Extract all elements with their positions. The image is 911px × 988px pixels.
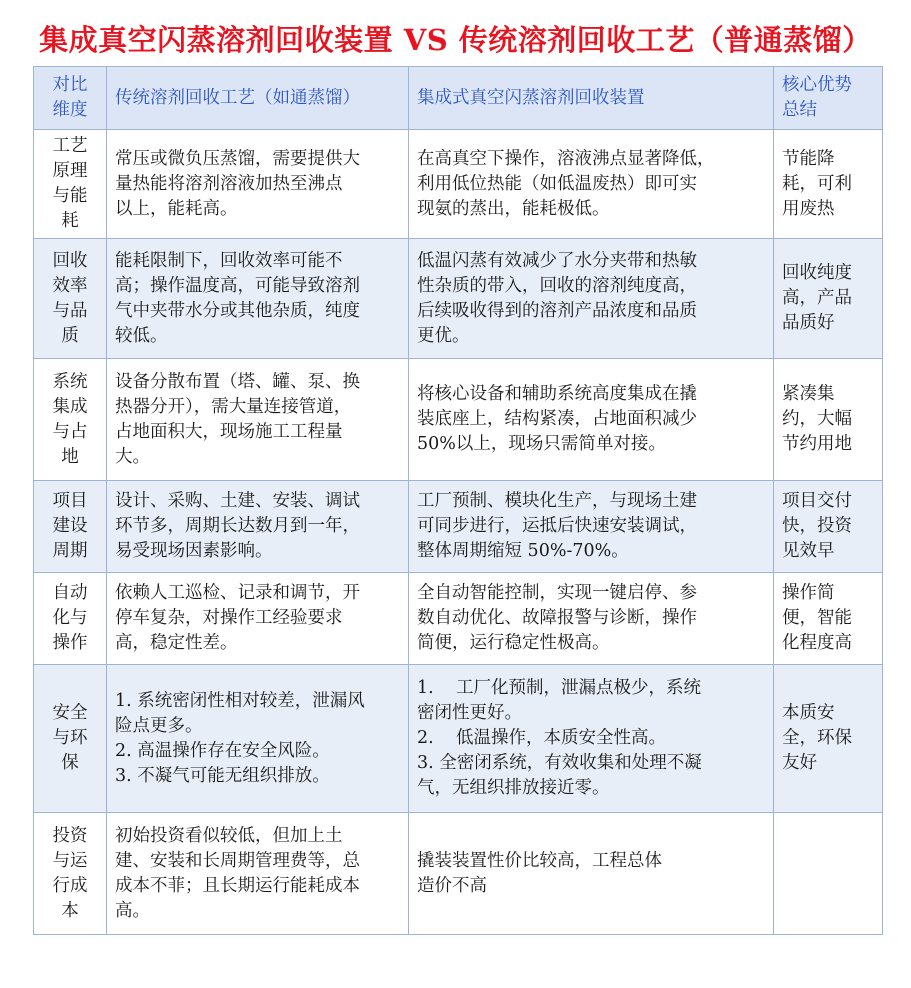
cell-dimension-line: 建设 [52,516,88,536]
cell-integrated-line: 撬装装置性价比较高，工程总体 [417,850,662,871]
cell-traditional-line: 建、安装和长周期管理费等，总 [115,850,360,871]
cell-summary-line: 本质安 [782,703,835,723]
cell-integrated-line: 现氨的蒸出，能耗极低。 [417,198,610,219]
cell-traditional [107,130,409,239]
cell-summary-line: 便，智能 [782,608,852,628]
cell-dimension-line: 集成 [52,396,88,417]
cell-summary-line: 紧凑集 [782,384,835,404]
table-row [34,813,883,935]
cell-integrated-line: 低温闪蒸有效减少了水分夹带和热敏 [417,250,697,271]
cell-traditional-line: 环节多，周期长达数月到一年， [115,516,360,536]
cell-integrated-line: 可同步进行，运抵后快速安装调试， [417,516,697,536]
cell-summary [774,359,883,481]
cell-integrated-line: 将核心设备和辅助系统高度集成在撬 [417,384,697,404]
cell-dimension-line: 行成 [52,875,88,896]
cell-traditional-line: 高；操作温度高，可能导致溶剂 [115,275,360,296]
cell-traditional-line: 险点更多。 [115,715,203,736]
cell-dimension-line: 工艺 [52,136,88,156]
cell-summary-line: 品质好 [782,313,835,333]
cell-traditional-line: 设计、采购、土建、安装、调试 [115,491,360,511]
cell-integrated-line: 全自动智能控制，实现一键启停、参 [417,583,697,603]
cell-summary [774,481,883,573]
cell-dimension [34,130,107,239]
cell-dimension-line: 质 [61,325,79,346]
cell-traditional-line: 常压或微负压蒸馏，需要提供大 [115,148,360,169]
cell-integrated-line: 利用低位热能（如低温废热）即可实 [417,173,697,194]
header-dimension: 对比 维度 [34,67,107,130]
cell-traditional-line: 大。 [115,446,150,467]
cell-dimension-line: 项目 [52,491,88,511]
cell-integrated-line: 在高真空下操作，溶液沸点显著降低， [417,148,715,169]
cell-dimension-line: 周期 [52,541,88,561]
cell-traditional-line: 停车复杂，对操作工经验要求 [115,608,343,628]
table-row [34,130,883,239]
cell-traditional-line: 能耗限制下，回收效率可能不 [115,250,343,271]
cell-integrated-line: 装底座上，结构紧凑，占地面积减少 [417,409,697,429]
cell-traditional-line: 较低。 [115,325,168,346]
cell-summary-line: 快，投资 [782,516,852,536]
cell-traditional-line: 热器分开），需大量连接管道， [115,396,352,417]
cell-integrated-line: 3. 全密闭系统，有效收集和处理不凝 [417,753,702,773]
cell-integrated-line: 1. 工厂化预制，泄漏点极少，系统 [417,678,701,698]
cell-integrated-line: 造价不高 [417,875,487,896]
cell-traditional [107,813,409,935]
table-row [34,665,883,813]
cell-dimension-line: 地 [61,446,79,467]
header-integrated: 集成式真空闪蒸溶剂回收装置 [409,67,774,130]
cell-dimension-line: 化与 [52,608,88,628]
cell-traditional-line: 设备分散布置（塔、罐、泵、换 [115,371,360,392]
cell-traditional-line: 成本不菲；且长期运行能耗成本 [115,875,360,896]
cell-integrated-line: 2. 低温操作，本质安全性高。 [417,728,666,748]
cell-traditional-line: 易受现场因素影响。 [115,541,273,561]
cell-dimension-line: 本 [61,900,79,921]
cell-summary-line: 化程度高 [782,633,852,653]
cell-dimension-line: 投资 [52,825,88,846]
cell-summary [774,665,883,813]
page-title: 集成真空闪蒸溶剂回收装置 VS 传统溶剂回收工艺（普通蒸馏） [39,23,872,57]
cell-traditional [107,573,409,665]
cell-traditional [107,481,409,573]
cell-integrated-line: 性杂质的带入，回收的溶剂纯度高， [417,275,697,296]
cell-traditional-line: 高。 [115,900,150,921]
cell-summary-line: 全，环保 [782,728,852,748]
cell-summary [774,239,883,359]
cell-dimension-line: 原理 [52,161,88,181]
cell-integrated-line: 工厂预制、模块化生产，与现场土建 [417,491,697,511]
table-row [34,359,883,481]
cell-integrated-line: 后续吸收得到的溶剂产品浓度和品质 [417,300,697,321]
cell-summary-line: 节能降 [782,148,835,169]
cell-summary-line: 用废热 [782,198,835,219]
cell-summary-line: 约，大幅 [782,409,852,429]
cell-summary [774,130,883,239]
cell-dimension [34,481,107,573]
cell-summary-line: 操作简 [782,583,835,603]
cell-traditional-line: 以上，能耗高。 [115,198,238,219]
cell-summary-line: 耗，可利 [782,173,852,194]
cell-dimension-line: 安全 [52,703,88,723]
cell-traditional [107,239,409,359]
cell-traditional-line: 量热能将溶剂溶液加热至沸点 [115,173,343,194]
cell-integrated-line: 简便，运行稳定性极高。 [417,633,610,653]
cell-dimension-line: 与环 [52,728,88,748]
table-row [34,573,883,665]
cell-summary-line: 友好 [782,753,817,773]
cell-integrated-line: 整体周期缩短 50%-70%。 [417,541,629,561]
cell-integrated-line: 数自动优化、故障报警与诊断，操作 [417,608,697,628]
cell-integrated-line: 更优。 [417,325,470,346]
cell-dimension-line: 与占 [52,421,88,442]
cell-dimension [34,573,107,665]
cell-dimension-line: 与运 [52,850,88,871]
cell-traditional-line: 初始投资看似较低，但加上土 [115,825,343,846]
table-row [34,239,883,359]
cell-summary-line: 回收纯度 [782,263,852,283]
cell-traditional [107,359,409,481]
cell-dimension [34,813,107,935]
cell-dimension-line: 与能 [52,186,88,206]
cell-dimension-line: 回收 [52,250,88,271]
cell-integrated [409,239,774,359]
cell-integrated-line: 密闭性更好。 [417,703,522,723]
header-traditional: 传统溶剂回收工艺（如通蒸馏） [107,67,409,130]
comparison-table [33,66,883,935]
cell-dimension-line: 效率 [52,275,88,296]
cell-integrated [409,481,774,573]
cell-summary [774,813,883,935]
cell-summary-line: 节约用地 [782,434,852,454]
table-row [34,481,883,573]
cell-integrated-line: 50%以上，现场只需简单对接。 [417,434,666,454]
cell-traditional-line: 3. 不凝气可能无组织排放。 [115,765,330,786]
cell-integrated [409,130,774,239]
cell-traditional-line: 依赖人工巡检、记录和调节，开 [115,583,360,603]
cell-dimension [34,359,107,481]
cell-traditional-line: 高，稳定性差。 [115,633,238,653]
cell-integrated [409,813,774,935]
cell-summary [774,573,883,665]
cell-dimension-line: 系统 [52,371,88,392]
header-row [34,67,883,130]
cell-dimension [34,665,107,813]
cell-dimension-line: 与品 [52,300,88,321]
header-summary: 核心优势 总结 [774,67,883,130]
cell-traditional-line: 1. 系统密闭性相对较差，泄漏风 [115,690,365,711]
cell-traditional-line: 占地面积大，现场施工工程量 [115,421,343,442]
cell-dimension-line: 耗 [61,211,79,231]
cell-summary-line: 见效早 [782,541,835,561]
cell-summary-line: 项目交付 [782,491,852,511]
cell-integrated [409,359,774,481]
cell-dimension-line: 保 [61,753,79,773]
table-body [34,130,883,935]
cell-traditional-line: 2. 高温操作存在安全风险。 [115,740,330,761]
cell-summary-line: 高，产品 [782,288,852,308]
cell-integrated [409,573,774,665]
cell-integrated-line: 气，无组织排放接近零。 [417,778,610,798]
cell-dimension-line: 自动 [52,583,88,603]
cell-traditional-line: 气中夹带水分或其他杂质，纯度 [115,300,360,321]
cell-dimension [34,239,107,359]
cell-dimension-line: 操作 [52,633,88,653]
cell-traditional [107,665,409,813]
cell-integrated [409,665,774,813]
